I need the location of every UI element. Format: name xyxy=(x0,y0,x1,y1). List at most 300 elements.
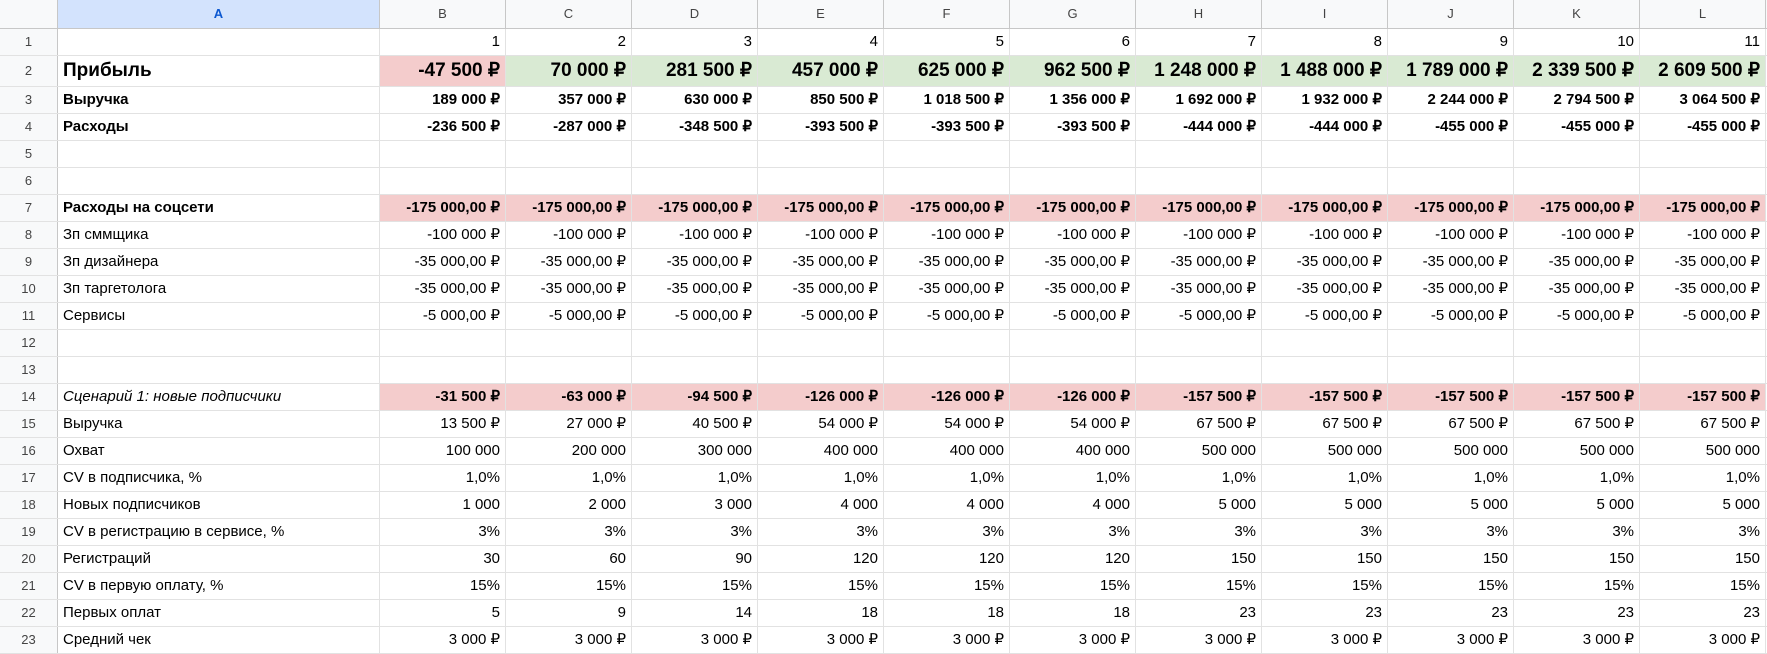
column-header-b[interactable]: B xyxy=(380,0,506,28)
cell-value[interactable]: -5 000,00 ₽ xyxy=(1640,303,1766,329)
cell-value[interactable]: 15% xyxy=(632,573,758,599)
select-all-corner[interactable] xyxy=(0,0,58,28)
cell-value[interactable]: 1,0% xyxy=(758,465,884,491)
cell-value[interactable]: 14 xyxy=(632,600,758,626)
column-header-h[interactable]: H xyxy=(1136,0,1262,28)
row-number[interactable]: 10 xyxy=(0,276,58,302)
row-number[interactable]: 20 xyxy=(0,546,58,572)
cell-value[interactable]: -175 000,00 ₽ xyxy=(1136,195,1262,221)
cell-value[interactable] xyxy=(1262,330,1388,356)
row-number[interactable]: 9 xyxy=(0,249,58,275)
cell-value[interactable]: -5 000,00 ₽ xyxy=(1514,303,1640,329)
cell-value[interactable]: 120 xyxy=(884,546,1010,572)
cell-value[interactable] xyxy=(758,357,884,383)
row-number[interactable]: 23 xyxy=(0,627,58,653)
cell-value[interactable]: 6 xyxy=(1010,29,1136,55)
cell-value[interactable]: -5 000,00 ₽ xyxy=(1262,303,1388,329)
cell-value[interactable]: 13 500 ₽ xyxy=(380,411,506,437)
cell-value[interactable]: 3 064 500 ₽ xyxy=(1640,87,1766,113)
cell-value[interactable]: -47 500 ₽ xyxy=(380,56,506,86)
cell-value[interactable]: 90 xyxy=(632,546,758,572)
cell-label[interactable] xyxy=(58,29,380,55)
cell-value[interactable] xyxy=(1262,141,1388,167)
cell-value[interactable] xyxy=(1514,330,1640,356)
cell-value[interactable] xyxy=(1010,141,1136,167)
cell-value[interactable]: 3% xyxy=(1010,519,1136,545)
cell-value[interactable]: -35 000,00 ₽ xyxy=(506,276,632,302)
cell-value[interactable]: 150 xyxy=(1640,546,1766,572)
cell-value[interactable] xyxy=(1010,330,1136,356)
cell-value[interactable]: 10 xyxy=(1514,29,1640,55)
cell-label[interactable] xyxy=(58,330,380,356)
cell-value[interactable]: 1 488 000 ₽ xyxy=(1262,56,1388,86)
cell-value[interactable]: -126 000 ₽ xyxy=(1010,384,1136,410)
cell-value[interactable] xyxy=(758,330,884,356)
cell-value[interactable] xyxy=(380,168,506,194)
cell-value[interactable] xyxy=(1010,168,1136,194)
cell-value[interactable]: -35 000,00 ₽ xyxy=(1262,276,1388,302)
cell-value[interactable]: 3 000 ₽ xyxy=(758,627,884,653)
cell-value[interactable]: 8 xyxy=(1262,29,1388,55)
cell-value[interactable]: 3% xyxy=(1640,519,1766,545)
cell-label[interactable]: Первых оплат xyxy=(58,600,380,626)
cell-value[interactable]: -35 000,00 ₽ xyxy=(1388,249,1514,275)
cell-value[interactable] xyxy=(1640,357,1766,383)
cell-label[interactable]: Сценарий 1: новые подписчики xyxy=(58,384,380,410)
cell-value[interactable]: -100 000 ₽ xyxy=(632,222,758,248)
cell-value[interactable]: 18 xyxy=(884,600,1010,626)
cell-value[interactable]: -35 000,00 ₽ xyxy=(1640,276,1766,302)
cell-value[interactable]: 3 000 ₽ xyxy=(1136,627,1262,653)
cell-label[interactable]: Регистраций xyxy=(58,546,380,572)
cell-value[interactable]: -35 000,00 ₽ xyxy=(1136,276,1262,302)
cell-value[interactable] xyxy=(1010,357,1136,383)
cell-value[interactable] xyxy=(1136,330,1262,356)
cell-value[interactable]: 27 000 ₽ xyxy=(506,411,632,437)
cell-label[interactable]: CV в регистрацию в сервисе, % xyxy=(58,519,380,545)
cell-label[interactable]: Выручка xyxy=(58,411,380,437)
cell-value[interactable]: 500 000 xyxy=(1640,438,1766,464)
cell-value[interactable] xyxy=(1640,168,1766,194)
cell-value[interactable]: -100 000 ₽ xyxy=(1514,222,1640,248)
cell-label[interactable]: Охват xyxy=(58,438,380,464)
cell-value[interactable]: 2 794 500 ₽ xyxy=(1514,87,1640,113)
cell-value[interactable]: -455 000 ₽ xyxy=(1514,114,1640,140)
cell-value[interactable]: 7 xyxy=(1136,29,1262,55)
cell-value[interactable] xyxy=(1640,141,1766,167)
cell-value[interactable]: 3% xyxy=(758,519,884,545)
cell-value[interactable]: 1 356 000 ₽ xyxy=(1010,87,1136,113)
cell-value[interactable] xyxy=(380,357,506,383)
cell-value[interactable]: 4 000 xyxy=(758,492,884,518)
cell-label[interactable] xyxy=(58,357,380,383)
cell-value[interactable]: 1,0% xyxy=(884,465,1010,491)
cell-value[interactable]: -157 500 ₽ xyxy=(1388,384,1514,410)
cell-value[interactable]: -175 000,00 ₽ xyxy=(380,195,506,221)
cell-value[interactable]: -35 000,00 ₽ xyxy=(1640,249,1766,275)
cell-value[interactable]: 3% xyxy=(632,519,758,545)
cell-value[interactable]: 15% xyxy=(1388,573,1514,599)
row-number[interactable]: 8 xyxy=(0,222,58,248)
cell-value[interactable]: -444 000 ₽ xyxy=(1136,114,1262,140)
cell-value[interactable]: 457 000 ₽ xyxy=(758,56,884,86)
cell-value[interactable]: 15% xyxy=(1010,573,1136,599)
cell-value[interactable]: -35 000,00 ₽ xyxy=(1388,276,1514,302)
column-header-j[interactable]: J xyxy=(1388,0,1514,28)
cell-value[interactable]: 2 000 xyxy=(506,492,632,518)
cell-value[interactable]: 23 xyxy=(1136,600,1262,626)
cell-value[interactable]: 23 xyxy=(1388,600,1514,626)
cell-value[interactable]: 625 000 ₽ xyxy=(884,56,1010,86)
cell-value[interactable] xyxy=(1262,168,1388,194)
cell-label[interactable]: CV в подписчика, % xyxy=(58,465,380,491)
cell-value[interactable]: 18 xyxy=(758,600,884,626)
cell-value[interactable]: -5 000,00 ₽ xyxy=(758,303,884,329)
cell-value[interactable] xyxy=(1388,168,1514,194)
cell-label[interactable]: Зп сммщика xyxy=(58,222,380,248)
cell-value[interactable]: -35 000,00 ₽ xyxy=(1010,249,1136,275)
cell-value[interactable]: 3 000 ₽ xyxy=(506,627,632,653)
cell-value[interactable]: -35 000,00 ₽ xyxy=(1262,249,1388,275)
cell-value[interactable] xyxy=(1136,357,1262,383)
cell-value[interactable]: 67 500 ₽ xyxy=(1388,411,1514,437)
cell-value[interactable]: 3% xyxy=(380,519,506,545)
cell-value[interactable]: 15% xyxy=(758,573,884,599)
cell-value[interactable]: 3% xyxy=(506,519,632,545)
cell-value[interactable]: -100 000 ₽ xyxy=(1136,222,1262,248)
cell-value[interactable]: -175 000,00 ₽ xyxy=(758,195,884,221)
cell-value[interactable] xyxy=(1514,141,1640,167)
cell-value[interactable]: 9 xyxy=(1388,29,1514,55)
cell-value[interactable]: -5 000,00 ₽ xyxy=(632,303,758,329)
cell-label[interactable]: Сервисы xyxy=(58,303,380,329)
cell-value[interactable]: 400 000 xyxy=(884,438,1010,464)
cell-value[interactable]: 3 000 ₽ xyxy=(632,627,758,653)
cell-value[interactable]: 150 xyxy=(1388,546,1514,572)
cell-value[interactable] xyxy=(380,330,506,356)
cell-value[interactable]: 1,0% xyxy=(1136,465,1262,491)
cell-label[interactable]: Зп таргетолога xyxy=(58,276,380,302)
cell-value[interactable] xyxy=(1136,168,1262,194)
cell-value[interactable]: -175 000,00 ₽ xyxy=(884,195,1010,221)
cell-value[interactable]: 5 000 xyxy=(1136,492,1262,518)
cell-value[interactable]: 23 xyxy=(1514,600,1640,626)
row-number[interactable]: 13 xyxy=(0,357,58,383)
cell-value[interactable]: -175 000,00 ₽ xyxy=(1514,195,1640,221)
cell-value[interactable]: 1,0% xyxy=(632,465,758,491)
cell-value[interactable]: -35 000,00 ₽ xyxy=(1136,249,1262,275)
row-number[interactable]: 7 xyxy=(0,195,58,221)
cell-value[interactable]: 15% xyxy=(1514,573,1640,599)
cell-value[interactable]: 400 000 xyxy=(758,438,884,464)
cell-value[interactable]: -126 000 ₽ xyxy=(884,384,1010,410)
cell-value[interactable]: 1 248 000 ₽ xyxy=(1136,56,1262,86)
column-header-k[interactable]: K xyxy=(1514,0,1640,28)
cell-value[interactable]: 40 500 ₽ xyxy=(632,411,758,437)
cell-value[interactable] xyxy=(1514,357,1640,383)
cell-value[interactable]: -35 000,00 ₽ xyxy=(632,249,758,275)
cell-label[interactable]: Расходы xyxy=(58,114,380,140)
cell-value[interactable]: 100 000 xyxy=(380,438,506,464)
cell-value[interactable]: 3 000 ₽ xyxy=(884,627,1010,653)
cell-value[interactable]: 54 000 ₽ xyxy=(758,411,884,437)
cell-value[interactable] xyxy=(632,141,758,167)
cell-value[interactable]: 3 000 ₽ xyxy=(1262,627,1388,653)
cell-value[interactable]: 281 500 ₽ xyxy=(632,56,758,86)
row-number[interactable]: 12 xyxy=(0,330,58,356)
cell-value[interactable]: 3% xyxy=(1262,519,1388,545)
cell-value[interactable]: -455 000 ₽ xyxy=(1388,114,1514,140)
cell-value[interactable]: 5 xyxy=(884,29,1010,55)
cell-value[interactable]: -35 000,00 ₽ xyxy=(884,276,1010,302)
cell-value[interactable]: -35 000,00 ₽ xyxy=(1514,249,1640,275)
cell-value[interactable] xyxy=(506,357,632,383)
cell-value[interactable]: -100 000 ₽ xyxy=(1262,222,1388,248)
row-number[interactable]: 5 xyxy=(0,141,58,167)
cell-value[interactable]: -35 000,00 ₽ xyxy=(884,249,1010,275)
cell-value[interactable]: 15% xyxy=(884,573,1010,599)
cell-value[interactable]: 1,0% xyxy=(1010,465,1136,491)
cell-value[interactable]: -31 500 ₽ xyxy=(380,384,506,410)
cell-value[interactable]: -5 000,00 ₽ xyxy=(1136,303,1262,329)
cell-value[interactable]: -100 000 ₽ xyxy=(1010,222,1136,248)
cell-value[interactable]: -126 000 ₽ xyxy=(758,384,884,410)
cell-value[interactable]: -35 000,00 ₽ xyxy=(506,249,632,275)
cell-value[interactable]: -35 000,00 ₽ xyxy=(1010,276,1136,302)
cell-value[interactable] xyxy=(884,141,1010,167)
cell-value[interactable]: 1 789 000 ₽ xyxy=(1388,56,1514,86)
cell-value[interactable]: 3 000 ₽ xyxy=(1388,627,1514,653)
cell-value[interactable]: 2 609 500 ₽ xyxy=(1640,56,1766,86)
row-number[interactable]: 15 xyxy=(0,411,58,437)
cell-value[interactable]: 500 000 xyxy=(1514,438,1640,464)
column-header-i[interactable]: I xyxy=(1262,0,1388,28)
cell-label[interactable]: Прибыль xyxy=(58,56,380,86)
cell-value[interactable]: -100 000 ₽ xyxy=(758,222,884,248)
cell-value[interactable]: 18 xyxy=(1010,600,1136,626)
cell-value[interactable] xyxy=(632,168,758,194)
cell-value[interactable]: 54 000 ₽ xyxy=(1010,411,1136,437)
cell-value[interactable]: 630 000 ₽ xyxy=(632,87,758,113)
cell-value[interactable]: 120 xyxy=(1010,546,1136,572)
column-header-e[interactable]: E xyxy=(758,0,884,28)
row-number[interactable]: 16 xyxy=(0,438,58,464)
row-number[interactable]: 18 xyxy=(0,492,58,518)
cell-value[interactable]: -100 000 ₽ xyxy=(884,222,1010,248)
cell-value[interactable] xyxy=(1262,357,1388,383)
column-header-d[interactable]: D xyxy=(632,0,758,28)
cell-value[interactable]: 1 932 000 ₽ xyxy=(1262,87,1388,113)
cell-value[interactable]: 1,0% xyxy=(1262,465,1388,491)
cell-value[interactable]: 5 000 xyxy=(1514,492,1640,518)
cell-value[interactable]: 3 000 xyxy=(632,492,758,518)
cell-value[interactable]: 357 000 ₽ xyxy=(506,87,632,113)
cell-value[interactable]: 4 000 xyxy=(884,492,1010,518)
cell-value[interactable] xyxy=(1388,330,1514,356)
cell-value[interactable]: -175 000,00 ₽ xyxy=(1388,195,1514,221)
cell-value[interactable]: 3 000 ₽ xyxy=(1514,627,1640,653)
row-number[interactable]: 3 xyxy=(0,87,58,113)
cell-value[interactable]: -5 000,00 ₽ xyxy=(884,303,1010,329)
cell-value[interactable]: 15% xyxy=(1262,573,1388,599)
cell-label[interactable]: Зп дизайнера xyxy=(58,249,380,275)
cell-value[interactable]: 3% xyxy=(1136,519,1262,545)
cell-value[interactable] xyxy=(632,330,758,356)
cell-value[interactable]: -393 500 ₽ xyxy=(1010,114,1136,140)
cell-value[interactable]: 189 000 ₽ xyxy=(380,87,506,113)
cell-value[interactable]: 70 000 ₽ xyxy=(506,56,632,86)
cell-value[interactable]: -393 500 ₽ xyxy=(884,114,1010,140)
cell-value[interactable] xyxy=(1640,330,1766,356)
row-number[interactable]: 19 xyxy=(0,519,58,545)
cell-value[interactable]: 200 000 xyxy=(506,438,632,464)
cell-value[interactable]: 5 000 xyxy=(1388,492,1514,518)
cell-value[interactable]: 23 xyxy=(1640,600,1766,626)
cell-value[interactable]: 850 500 ₽ xyxy=(758,87,884,113)
cell-value[interactable] xyxy=(632,357,758,383)
cell-value[interactable]: -5 000,00 ₽ xyxy=(1388,303,1514,329)
row-number[interactable]: 4 xyxy=(0,114,58,140)
cell-value[interactable]: 67 500 ₽ xyxy=(1514,411,1640,437)
cell-value[interactable]: -5 000,00 ₽ xyxy=(380,303,506,329)
cell-value[interactable]: -175 000,00 ₽ xyxy=(1640,195,1766,221)
cell-value[interactable] xyxy=(506,330,632,356)
cell-value[interactable] xyxy=(758,168,884,194)
cell-value[interactable]: 150 xyxy=(1262,546,1388,572)
cell-value[interactable]: 15% xyxy=(1640,573,1766,599)
cell-value[interactable]: 15% xyxy=(380,573,506,599)
cell-value[interactable]: -348 500 ₽ xyxy=(632,114,758,140)
cell-value[interactable]: 3 xyxy=(632,29,758,55)
cell-value[interactable]: 3% xyxy=(1388,519,1514,545)
cell-value[interactable] xyxy=(506,168,632,194)
cell-value[interactable]: 1,0% xyxy=(1514,465,1640,491)
row-number[interactable]: 11 xyxy=(0,303,58,329)
cell-value[interactable]: -100 000 ₽ xyxy=(1640,222,1766,248)
cell-value[interactable]: 3 000 ₽ xyxy=(380,627,506,653)
cell-value[interactable]: -236 500 ₽ xyxy=(380,114,506,140)
cell-value[interactable] xyxy=(884,357,1010,383)
cell-value[interactable]: 500 000 xyxy=(1388,438,1514,464)
cell-value[interactable]: 4 xyxy=(758,29,884,55)
cell-value[interactable]: 5 000 xyxy=(1262,492,1388,518)
cell-value[interactable]: -35 000,00 ₽ xyxy=(758,249,884,275)
cell-value[interactable]: 23 xyxy=(1262,600,1388,626)
cell-value[interactable]: 1,0% xyxy=(1640,465,1766,491)
cell-value[interactable]: -35 000,00 ₽ xyxy=(380,276,506,302)
cell-value[interactable]: -35 000,00 ₽ xyxy=(1514,276,1640,302)
cell-value[interactable] xyxy=(1136,141,1262,167)
cell-value[interactable]: -5 000,00 ₽ xyxy=(1010,303,1136,329)
cell-value[interactable]: 1 000 xyxy=(380,492,506,518)
cell-value[interactable]: -100 000 ₽ xyxy=(380,222,506,248)
cell-value[interactable]: -393 500 ₽ xyxy=(758,114,884,140)
cell-value[interactable]: 15% xyxy=(1136,573,1262,599)
cell-value[interactable]: 150 xyxy=(1514,546,1640,572)
cell-value[interactable] xyxy=(1514,168,1640,194)
cell-value[interactable]: 1,0% xyxy=(506,465,632,491)
cell-value[interactable]: -175 000,00 ₽ xyxy=(1010,195,1136,221)
cell-value[interactable]: -444 000 ₽ xyxy=(1262,114,1388,140)
cell-value[interactable]: -157 500 ₽ xyxy=(1262,384,1388,410)
cell-label[interactable] xyxy=(58,141,380,167)
column-header-l[interactable]: L xyxy=(1640,0,1766,28)
cell-value[interactable]: 11 xyxy=(1640,29,1766,55)
row-number[interactable]: 17 xyxy=(0,465,58,491)
cell-value[interactable]: 1 xyxy=(380,29,506,55)
cell-value[interactable]: -175 000,00 ₽ xyxy=(632,195,758,221)
cell-value[interactable]: 4 000 xyxy=(1010,492,1136,518)
cell-value[interactable]: -455 000 ₽ xyxy=(1640,114,1766,140)
cell-value[interactable]: -175 000,00 ₽ xyxy=(1262,195,1388,221)
cell-value[interactable]: -5 000,00 ₽ xyxy=(506,303,632,329)
row-number[interactable]: 2 xyxy=(0,56,58,86)
cell-value[interactable]: 300 000 xyxy=(632,438,758,464)
cell-value[interactable]: -175 000,00 ₽ xyxy=(506,195,632,221)
cell-value[interactable]: -157 500 ₽ xyxy=(1640,384,1766,410)
cell-value[interactable]: 60 xyxy=(506,546,632,572)
cell-value[interactable]: -35 000,00 ₽ xyxy=(380,249,506,275)
cell-value[interactable] xyxy=(884,168,1010,194)
cell-value[interactable]: 500 000 xyxy=(1136,438,1262,464)
cell-value[interactable]: 150 xyxy=(1136,546,1262,572)
cell-value[interactable] xyxy=(380,141,506,167)
column-header-g[interactable]: G xyxy=(1010,0,1136,28)
cell-value[interactable]: 3% xyxy=(884,519,1010,545)
cell-value[interactable]: 3 000 ₽ xyxy=(1010,627,1136,653)
cell-label[interactable]: Новых подписчиков xyxy=(58,492,380,518)
cell-value[interactable]: 2 339 500 ₽ xyxy=(1514,56,1640,86)
cell-value[interactable]: 1 018 500 ₽ xyxy=(884,87,1010,113)
cell-value[interactable]: -287 000 ₽ xyxy=(506,114,632,140)
cell-value[interactable]: -35 000,00 ₽ xyxy=(758,276,884,302)
cell-value[interactable]: 54 000 ₽ xyxy=(884,411,1010,437)
cell-value[interactable]: 5 000 xyxy=(1640,492,1766,518)
cell-value[interactable] xyxy=(884,330,1010,356)
cell-value[interactable] xyxy=(758,141,884,167)
cell-value[interactable]: -100 000 ₽ xyxy=(1388,222,1514,248)
cell-value[interactable]: 400 000 xyxy=(1010,438,1136,464)
cell-label[interactable]: Средний чек xyxy=(58,627,380,653)
column-header-c[interactable]: C xyxy=(506,0,632,28)
column-header-f[interactable]: F xyxy=(884,0,1010,28)
cell-value[interactable] xyxy=(1388,357,1514,383)
cell-value[interactable] xyxy=(1388,141,1514,167)
cell-value[interactable]: -157 500 ₽ xyxy=(1514,384,1640,410)
row-number[interactable]: 6 xyxy=(0,168,58,194)
cell-value[interactable]: 120 xyxy=(758,546,884,572)
row-number[interactable]: 1 xyxy=(0,29,58,55)
row-number[interactable]: 22 xyxy=(0,600,58,626)
cell-value[interactable]: 2 xyxy=(506,29,632,55)
cell-value[interactable] xyxy=(506,141,632,167)
cell-label[interactable]: CV в первую оплату, % xyxy=(58,573,380,599)
cell-value[interactable]: -63 000 ₽ xyxy=(506,384,632,410)
cell-value[interactable]: 3 000 ₽ xyxy=(1640,627,1766,653)
cell-value[interactable]: -100 000 ₽ xyxy=(506,222,632,248)
cell-value[interactable]: 3% xyxy=(1514,519,1640,545)
cell-value[interactable]: 1,0% xyxy=(380,465,506,491)
cell-value[interactable]: 30 xyxy=(380,546,506,572)
cell-value[interactable]: 2 244 000 ₽ xyxy=(1388,87,1514,113)
row-number[interactable]: 21 xyxy=(0,573,58,599)
cell-value[interactable]: 15% xyxy=(506,573,632,599)
cell-value[interactable]: 5 xyxy=(380,600,506,626)
cell-value[interactable]: 1 692 000 ₽ xyxy=(1136,87,1262,113)
cell-label[interactable]: Выручка xyxy=(58,87,380,113)
cell-value[interactable]: -157 500 ₽ xyxy=(1136,384,1262,410)
cell-value[interactable]: 500 000 xyxy=(1262,438,1388,464)
